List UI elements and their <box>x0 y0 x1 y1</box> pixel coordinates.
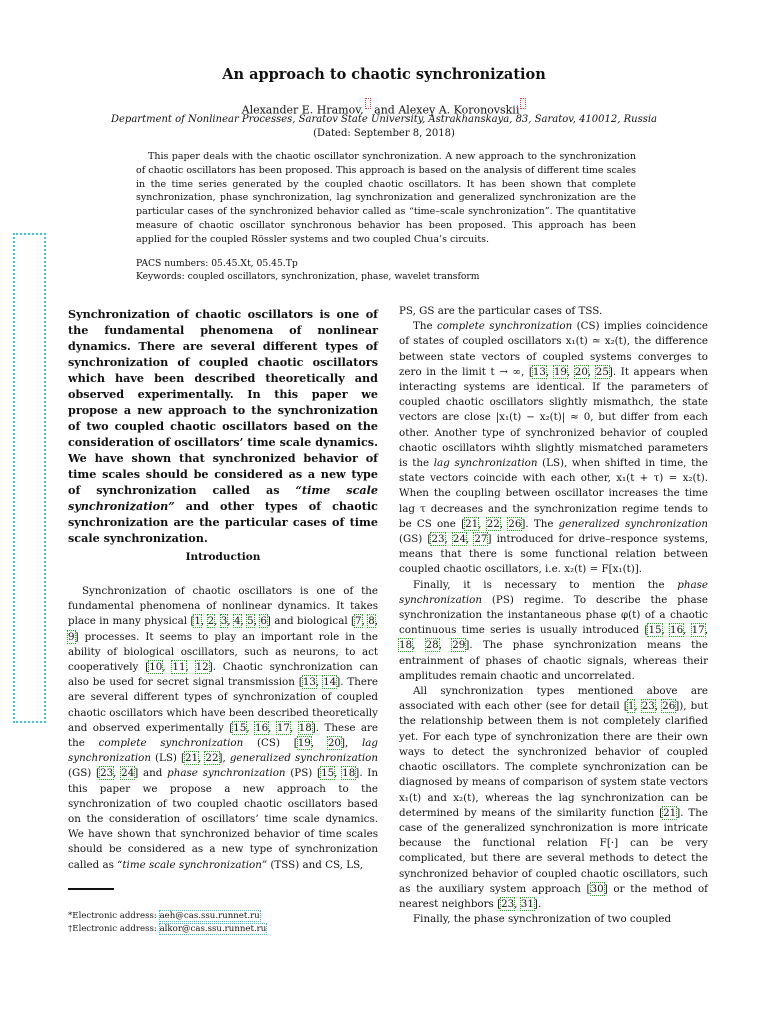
footnote-1: *Electronic address: aeh@cas.ssu.runnet.ru <box>68 911 260 921</box>
citation-group: [15, 18] <box>317 767 360 780</box>
citation-group: [21, 22] <box>180 752 223 765</box>
footnote-marker-2[interactable] <box>520 98 526 109</box>
citation-link[interactable]: 12 <box>195 661 209 674</box>
intro-paragraph: Synchronization of chaotic oscillators is one of the fundamental phenomena of nonlinear dynamics. It takes place in many physical [1, 2, 3, 4, 5, 6] and biological [7, 8, 9] processes. It seems to play an important role in the ability of biological oscillators, such as neurons, to act cooperatively [10, 11, 12]. Chaotic synchronization can also be used for secret signal transmission [13, 14]. There are several different types of synchronization of coupled chaotic oscillators which have been described theoretically and observed experimentally [15, 16, 17, 18]. These are the complete synchronization (CS) [19, 20], lag synchronization (LS) [21, 22], generalized synchronization (GS) [23, 24] and phase synchronization (PS) [15, 18]. In this paper we propose a new approach to the synchronization of two coupled chaotic oscillators based on the consideration of oscillators’ time scale dynamics. We have shown that synchronized behavior of time scales should be considered as a new type of synchronization called as “time scale synchronization” (TSS) and CS, LS, <box>68 585 379 871</box>
citation-link[interactable]: 2 <box>207 615 215 628</box>
paper-title: An approach to chaotic synchronization <box>222 66 546 83</box>
citation-link[interactable]: 19 <box>297 737 311 750</box>
citation-group: [21, 22, 26] <box>461 517 526 530</box>
citation-link[interactable]: 28 <box>425 639 439 652</box>
citation-link[interactable]: 15 <box>233 721 247 734</box>
citation-link[interactable]: 29 <box>452 639 466 652</box>
citation-link[interactable]: 3 <box>220 615 228 628</box>
citation-link[interactable]: 18 <box>399 639 413 652</box>
citation-group: [30] <box>586 882 608 895</box>
author-2: and Alexey A. Koronovskii <box>374 103 520 117</box>
citation-link[interactable]: 10 <box>149 661 163 674</box>
citation-link[interactable]: 9 <box>68 630 75 643</box>
paragraph-cs-ls-gs: The complete synchronization (CS) implies coincidence of states of coupled oscillators x₁(t) ≃ x₂(t), the difference between state vectors of coupled systems converges to zero in the limit t → ∞, [13, 19, 20, 25]. It appears when interacting systems are identical. If the parameters of coupled chaotic oscillators slightly mismathch, the state vectors are close |x₁(t) − x₂(t)| ≈ 0, but differ from each other. Another type of synchronized behavior of coupled chaotic oscillators wihth slightly mismatched parameters is the lag synchronization (LS), when shifted in time, the state vectors coincide with each other, x₁(t + τ) = x₂(t). When the coupling between oscillator increases the time lag τ decreases and the synchronization regime tends to be CS one [21, 22, 26]. The generalized synchronization (GS) [23, 24, 27] introduced for drive–responce systems, means that there is some functional relation between coupled chaotic oscillators, i.e. x₂(t) = F[x₁(t)]. <box>399 320 709 576</box>
author-1: Alexander E. Hramov, <box>241 103 364 117</box>
citation-link[interactable]: 16 <box>670 624 684 637</box>
footnote-2: †Electronic address: alkor@cas.ssu.runnet.ru <box>68 924 267 934</box>
citation-group: [1, 2, 3, 4, 5, 6] <box>190 615 271 628</box>
citation-link[interactable]: 23 <box>100 767 114 780</box>
citation-link[interactable]: 8 <box>368 615 375 628</box>
paragraph-continuation: PS, GS are the particular cases of TSS. <box>399 305 603 317</box>
citation-link[interactable]: 24 <box>121 767 135 780</box>
citation-link[interactable]: 13 <box>302 676 316 689</box>
citation-link[interactable]: 18 <box>298 721 312 734</box>
citation-link[interactable]: 6 <box>260 615 267 628</box>
citation-link[interactable]: 20 <box>574 365 588 378</box>
citation-group: [7, 8, 9] <box>68 615 379 643</box>
citation-link[interactable]: 1 <box>627 700 635 713</box>
citation-link[interactable]: 5 <box>247 615 254 628</box>
citation-link[interactable]: 1 <box>194 615 201 628</box>
lead-paragraph: Synchronization of chaotic oscillators is one of the fundamental phenomena of nonlinear dynamics. There are several different types of synchronization of coupled chaotic oscillators which have been described theoretically and observed experimentally. In this paper we propose a new approach to the synchronization of two coupled chaotic oscillators based on the consideration of oscillators’ time scale dynamics. We have shown that synchronized behavior of time scales should be considered as a new type of synchronization called as “time scale synchronization” and other types of chaotic synchronization are the particular cases of time scale synchronization. <box>68 307 378 545</box>
citation-link[interactable]: 7 <box>355 615 362 628</box>
citation-link[interactable]: 30 <box>590 882 604 895</box>
date-line: (Dated: September 8, 2018) <box>313 128 455 139</box>
citation-group: [15, 16, 17, 18, 28, 29] <box>399 624 709 652</box>
citation-link[interactable]: 21 <box>465 517 479 530</box>
citation-link[interactable]: 19 <box>553 365 567 378</box>
citation-group: [23, 24] <box>96 767 139 780</box>
footnote-rule <box>68 888 114 890</box>
citation-link[interactable]: 15 <box>648 624 662 637</box>
paragraph-phase-sync: Finally, it is necessary to mention the phase synchronization (PS) regime. To describe the phase synchronization the instantaneous phase φ(t) of a chaotic continuous time series is usually introduced [15, 16, 17, 18, 28, 29]. The phase synchronization means the entrainment of phases of chaotic signals, whereas their amplitudes remain chaotic and uncorrelated. <box>399 578 709 682</box>
citation-group: [1, 23, 26] <box>623 700 680 713</box>
arxiv-margin-link[interactable] <box>13 233 46 723</box>
citation-group: [10, 11, 12] <box>145 661 213 674</box>
citation-link[interactable]: 11 <box>172 661 186 674</box>
citation-group: [13, 14] <box>298 676 341 689</box>
citation-group: [23, 31] <box>497 897 538 910</box>
citation-link[interactable]: 23 <box>501 897 515 910</box>
citation-link[interactable]: 26 <box>662 700 676 713</box>
citation-link[interactable]: 16 <box>255 721 269 734</box>
footnote-marker-1[interactable] <box>365 98 371 109</box>
citation-link[interactable]: 15 <box>321 767 335 780</box>
intro-column-left <box>68 584 378 873</box>
citation-link[interactable]: 14 <box>323 676 337 689</box>
paragraph-final: Finally, the phase synchronization of two coupled <box>413 913 672 926</box>
citation-link[interactable]: 27 <box>474 533 488 546</box>
affiliation: Department of Nonlinear Processes, Saratov State University, Astrakhanskaya, 83, Saratov, 410012, Russia <box>110 114 657 125</box>
citation-link[interactable]: 22 <box>205 752 219 765</box>
citation-link[interactable]: 4 <box>233 615 241 628</box>
email-link-1[interactable]: aeh@cas.ssu.runnet.ru <box>159 911 260 921</box>
citation-group: [21] <box>659 806 681 819</box>
citation-link[interactable]: 18 <box>342 767 356 780</box>
citation-link[interactable]: 23 <box>431 533 445 546</box>
citation-group: [15, 16, 17, 18] <box>229 721 316 734</box>
citation-link[interactable]: 13 <box>532 365 546 378</box>
intro-column-right <box>399 304 708 927</box>
email-link-2[interactable]: alkor@cas.ssu.runnet.ru <box>159 924 267 934</box>
section-heading-introduction: Introduction <box>185 551 261 563</box>
citation-link[interactable]: 22 <box>486 517 500 530</box>
citation-link[interactable]: 21 <box>663 806 677 819</box>
citation-link[interactable]: 24 <box>452 533 467 546</box>
citation-link[interactable]: 17 <box>691 624 705 637</box>
keywords: Keywords: coupled oscillators, synchronization, phase, wavelet transform <box>136 271 480 282</box>
citation-link[interactable]: 26 <box>508 517 522 530</box>
citation-link[interactable]: 23 <box>641 700 655 713</box>
citation-group: [19, 20] <box>293 737 345 750</box>
citation-link[interactable]: 25 <box>595 365 609 378</box>
citation-link[interactable]: 20 <box>327 737 341 750</box>
paragraph-relations: All synchronization types mentioned above are associated with each other (see for detail [1, 23, 26]), but the relationship between them is not completely clarified yet. For each type of synchronization there are their own ways to detect the synchronized behavior of coupled chaotic oscillators. The complete synchronization can be diagnosed by means of comparison of system state vectors x₁(t) and x₂(t), whereas the lag synchronization can be determined by means of the similarity function [21]. The case of the generalized synchronization is more intricate because the functional relation F[·] can be very complicated, but there are several methods to detect the synchronized behavior of coupled chaotic oscillators, such as the auxiliary system approach [30] or the method of nearest neighbors [23, 31]. <box>399 685 709 910</box>
citation-link[interactable]: 17 <box>276 721 290 734</box>
citation-group: [23, 24, 27] <box>427 533 492 546</box>
pacs-numbers: PACS numbers: 05.45.Xt, 05.45.Tp <box>136 258 298 269</box>
citation-link[interactable]: 21 <box>185 752 199 765</box>
citation-link[interactable]: 31 <box>520 897 534 910</box>
abstract: This paper deals with the chaotic oscillator synchronization. A new approach to the synchronization of chaotic oscillators has been proposed. This approach is based on the analysis of different time scales in the time series generated by the coupled chaotic oscillators. It has been shown that complete synchronization, phase synchronization, lag synchronization and generalized synchronization are the particular cases of the synchronized behavior called as “time–scale synchronization”. The quantitative measure of chaotic oscillator synchronous behavior has been proposed. This approach has been applied for the coupled Rössler systems and two coupled Chua’s circuits. <box>136 151 636 245</box>
citation-group: [13, 19, 20, 25] <box>528 365 613 378</box>
